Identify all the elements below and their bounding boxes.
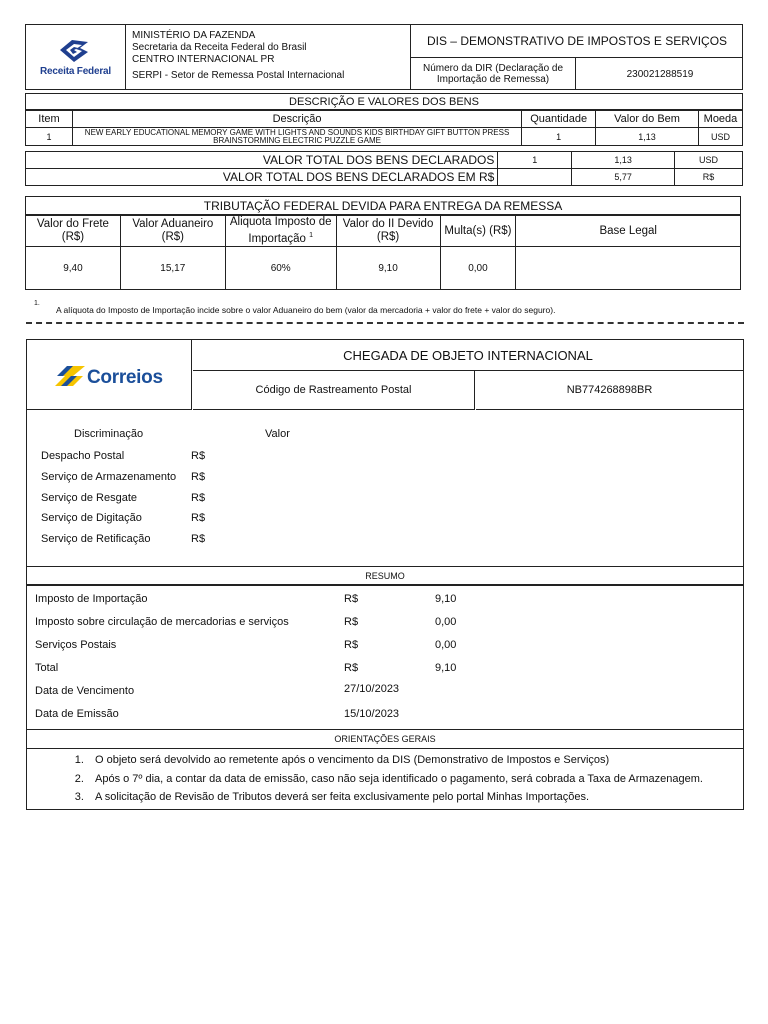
summary-title: RESUMO — [27, 566, 743, 586]
correios-logo-text: Correios — [87, 367, 163, 388]
summary-label: Imposto sobre circulação de mercadorias e serviços — [35, 616, 289, 628]
org-lines — [132, 30, 412, 82]
value-label: Valor — [265, 428, 290, 440]
service-row — [41, 471, 241, 487]
tax-section-title: TRIBUTAÇÃO FEDERAL DEVIDA PARA ENTREGA DA REMESSA — [25, 196, 741, 215]
service-row — [41, 533, 241, 549]
org-line-secretariat: Secretaria da Receita Federal do Brasil — [132, 42, 307, 53]
dir-label: Número da DIR (Declaração de Importação de Remessa) — [411, 58, 576, 90]
row-description: NEW EARLY EDUCATIONAL MEMORY GAME WITH LIGHTS AND SOUNDS KIDS BIRTHDAY GIFT BUTTON PRESS BRAINSTORMING ELECTRIC PUZZLE GAME — [72, 128, 521, 146]
tax-v-rate: 60% — [225, 247, 336, 290]
total-quantity: 1 — [498, 152, 572, 169]
guidelines-list — [27, 751, 743, 807]
guideline-item: 2. Após o 7º dia, a contar da data de emissão, caso não seja identificado o pagamento, será cobrada a Taxa de Armazenagem. — [87, 770, 743, 789]
service-label: Serviço de Resgate — [41, 492, 137, 504]
cut-line — [26, 322, 744, 324]
col-item: Item — [26, 111, 73, 128]
dir-number: 230021288519 — [626, 68, 694, 80]
col-currency: Moeda — [698, 111, 742, 128]
tax-v-freight: 9,40 — [26, 247, 121, 290]
due-date: 27/10/2023 — [344, 683, 400, 695]
total-brl-currency: R$ — [675, 169, 743, 186]
tax-h-fines: Multa(s) (R$) — [440, 216, 516, 247]
issue-row — [35, 708, 475, 724]
summary-row — [35, 616, 475, 632]
service-row — [41, 450, 241, 466]
tax-h-customs: Valor Aduaneiro (R$) — [120, 216, 225, 247]
receita-logo-text: Receita Federal — [40, 66, 111, 77]
tax-v-fines: 0,00 — [440, 247, 516, 290]
summary-value: 0,00 — [435, 639, 457, 651]
total-brl-value: 5,77 — [572, 169, 675, 186]
tax-v-customs: 15,17 — [120, 247, 225, 290]
summary-currency: R$ — [344, 616, 359, 628]
receita-logo-cell — [25, 24, 126, 90]
tax-h-ii: Valor do II Devido (R$) — [336, 216, 440, 247]
org-line-ministry: MINISTÉRIO DA FAZENDA — [132, 30, 256, 41]
summary-label: Imposto de Importação — [35, 593, 148, 605]
total-currency: USD — [675, 152, 743, 169]
due-row — [35, 685, 475, 701]
service-label: Serviço de Digitação — [41, 512, 142, 524]
service-row — [41, 492, 241, 508]
total-value: 1,13 — [572, 152, 675, 169]
correios-logo-cell — [27, 340, 192, 410]
goods-table — [25, 110, 743, 146]
col-description: Descrição — [72, 111, 521, 128]
due-label: Data de Vencimento — [35, 685, 135, 697]
service-label: Despacho Postal — [41, 450, 125, 462]
summary-label: Serviços Postais — [35, 639, 117, 651]
issue-label: Data de Emissão — [35, 708, 119, 720]
tax-h-legal: Base Legal — [516, 216, 741, 247]
total-brl-label: VALOR TOTAL DOS BENS DECLARADOS EM R$ — [26, 169, 498, 186]
correios-logo-icon — [53, 364, 87, 388]
summary-row — [35, 593, 475, 609]
summary-value: 9,10 — [435, 662, 457, 674]
service-currency: R$ — [191, 471, 206, 483]
service-label: Serviço de Armazenamento — [41, 471, 177, 483]
correios-title: CHEGADA DE OBJETO INTERNACIONAL — [193, 340, 743, 371]
col-quantity: Quantidade — [522, 111, 596, 128]
footnote-mark: 1. — [34, 300, 40, 307]
tax-table — [25, 215, 741, 290]
tax-h-rate — [225, 216, 336, 247]
guideline-item: 1. O objeto será devolvido ao remetente após o vencimento da DIS (Demonstrativo de Impostos e Serviços) — [87, 751, 743, 770]
summary-value: 9,10 — [435, 593, 457, 605]
total-brl-quantity — [498, 169, 572, 186]
service-currency: R$ — [191, 512, 206, 524]
tax-v-ii: 9,10 — [336, 247, 440, 290]
guidelines-ol — [27, 751, 743, 807]
summary-value: 0,00 — [435, 616, 457, 628]
service-currency: R$ — [191, 533, 206, 545]
summary-label: Total — [35, 662, 59, 674]
discrimination-label: Discriminação — [74, 428, 144, 440]
service-row — [41, 512, 241, 528]
tax-h-rate-sup: 1 — [309, 232, 314, 240]
service-currency: R$ — [191, 492, 206, 504]
row-value: 1,13 — [596, 128, 699, 146]
issue-date: 15/10/2023 — [344, 708, 400, 720]
tax-v-legal — [516, 247, 741, 290]
footnote-text: A alíquota do Imposto de Importação incide sobre o valor Aduaneiro do bem (valor da mercadoria + valor do frete + valor do seguro). — [56, 305, 556, 315]
col-value: Valor do Bem — [596, 111, 699, 128]
summary-currency: R$ — [344, 662, 359, 674]
summary-row — [35, 639, 475, 655]
tax-h-rate-text: Aliquota Imposto de Importação — [229, 216, 332, 245]
guidelines-title: ORIENTAÇÕES GERAIS — [27, 729, 743, 749]
row-quantity: 1 — [522, 128, 596, 146]
org-line-serpi: SERPI - Setor de Remessa Postal Internacional — [132, 70, 345, 81]
summary-currency: R$ — [344, 639, 359, 651]
row-item: 1 — [26, 128, 73, 146]
doc-title: DIS – DEMONSTRATIVO DE IMPOSTOS E SERVIÇOS — [426, 33, 728, 48]
row-currency: USD — [698, 128, 742, 146]
goods-section-title: DESCRIÇÃO E VALORES DOS BENS — [25, 93, 743, 110]
total-label: VALOR TOTAL DOS BENS DECLARADOS — [26, 152, 498, 169]
tax-h-freight: Valor do Frete (R$) — [26, 216, 121, 247]
goods-totals-table — [25, 151, 743, 186]
tracking-code: NB774268898BR — [476, 371, 743, 410]
service-currency: R$ — [191, 450, 206, 462]
tracking-label: Código de Rastreamento Postal — [193, 371, 475, 410]
service-label: Serviço de Retificação — [41, 533, 151, 545]
guideline-item: 3. A solicitação de Revisão de Tributos deverá ser feita exclusivamente pelo portal Minhas Importações. — [87, 788, 743, 807]
summary-currency: R$ — [344, 593, 359, 605]
org-line-center: CENTRO INTERNACIONAL PR — [132, 54, 275, 65]
receita-federal-logo-icon — [58, 38, 92, 64]
summary-row — [35, 662, 475, 678]
